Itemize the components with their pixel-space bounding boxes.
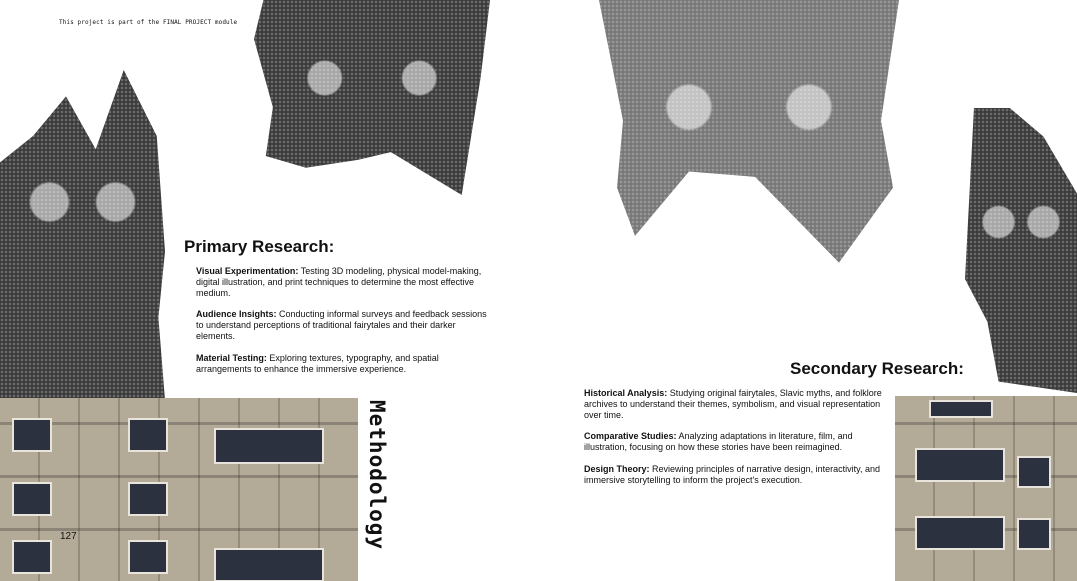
item-term: Design Theory: — [584, 463, 650, 474]
item-term: Visual Experimentation: — [196, 266, 299, 276]
building-photo-right — [895, 396, 1077, 581]
cat-photo-left — [0, 70, 165, 400]
item-text: Reviewing principles of narrative design, interactivity, and immersive storytelling to inform the project's execution. — [584, 463, 880, 485]
building-window — [12, 482, 52, 516]
balcony-window — [915, 448, 1005, 482]
building-window — [128, 482, 168, 516]
list-item — [196, 309, 496, 341]
cat-photo-right-top — [599, 0, 899, 268]
item-term: Material Testing: — [196, 352, 267, 363]
right-page — [539, 0, 1077, 581]
item-term: Audience Insights: — [196, 309, 277, 320]
list-item — [584, 464, 884, 486]
balcony-window — [214, 428, 324, 464]
balcony-window — [214, 548, 324, 581]
cat-photo-right-side — [965, 108, 1077, 393]
item-text: Studying original fairytales, Slavic myths, and folklore archives to understand their themes, symbolism, and visual representation over time. — [584, 388, 882, 420]
building-window — [128, 418, 168, 452]
primary-research-list — [196, 266, 496, 385]
list-item — [196, 266, 496, 298]
list-item — [584, 431, 884, 453]
balcony-window — [929, 400, 993, 418]
building-window — [12, 418, 52, 452]
building-window — [12, 540, 52, 574]
left-page — [0, 0, 538, 581]
building-window — [128, 540, 168, 574]
building-window — [1017, 456, 1051, 488]
item-text: Conducting informal surveys and feedback sessions to understand perceptions of traditional fairytales and their darker elements. — [196, 309, 487, 341]
item-term: Historical Analysis: — [584, 388, 668, 398]
item-text: Testing 3D modeling, physical model-making, digital illustration, and print techniques to determine the most effective medium. — [196, 266, 482, 298]
item-term: Comparative Studies: — [584, 431, 677, 442]
item-text: Analyzing adaptations in literature, film, and illustration, focusing on how these stories have been reimagined. — [584, 431, 853, 453]
building-photo-left — [0, 398, 358, 581]
primary-research-heading: Primary Research: — [184, 237, 335, 256]
balcony-window — [915, 516, 1005, 550]
building-window — [1017, 518, 1051, 550]
list-item — [584, 388, 884, 420]
item-text: Exploring textures, typography, and spatial arrangements to enhance the immersive experience. — [196, 352, 439, 374]
list-item — [196, 353, 496, 375]
cat-photo-top — [254, 0, 490, 195]
secondary-research-heading: Secondary Research: — [790, 359, 964, 378]
header-note: This project is part of the FINAL PROJECT module — [59, 19, 238, 26]
page-number: 127 — [60, 531, 77, 542]
secondary-research-list — [584, 388, 884, 497]
methodology-title: Methodology — [363, 400, 391, 568]
